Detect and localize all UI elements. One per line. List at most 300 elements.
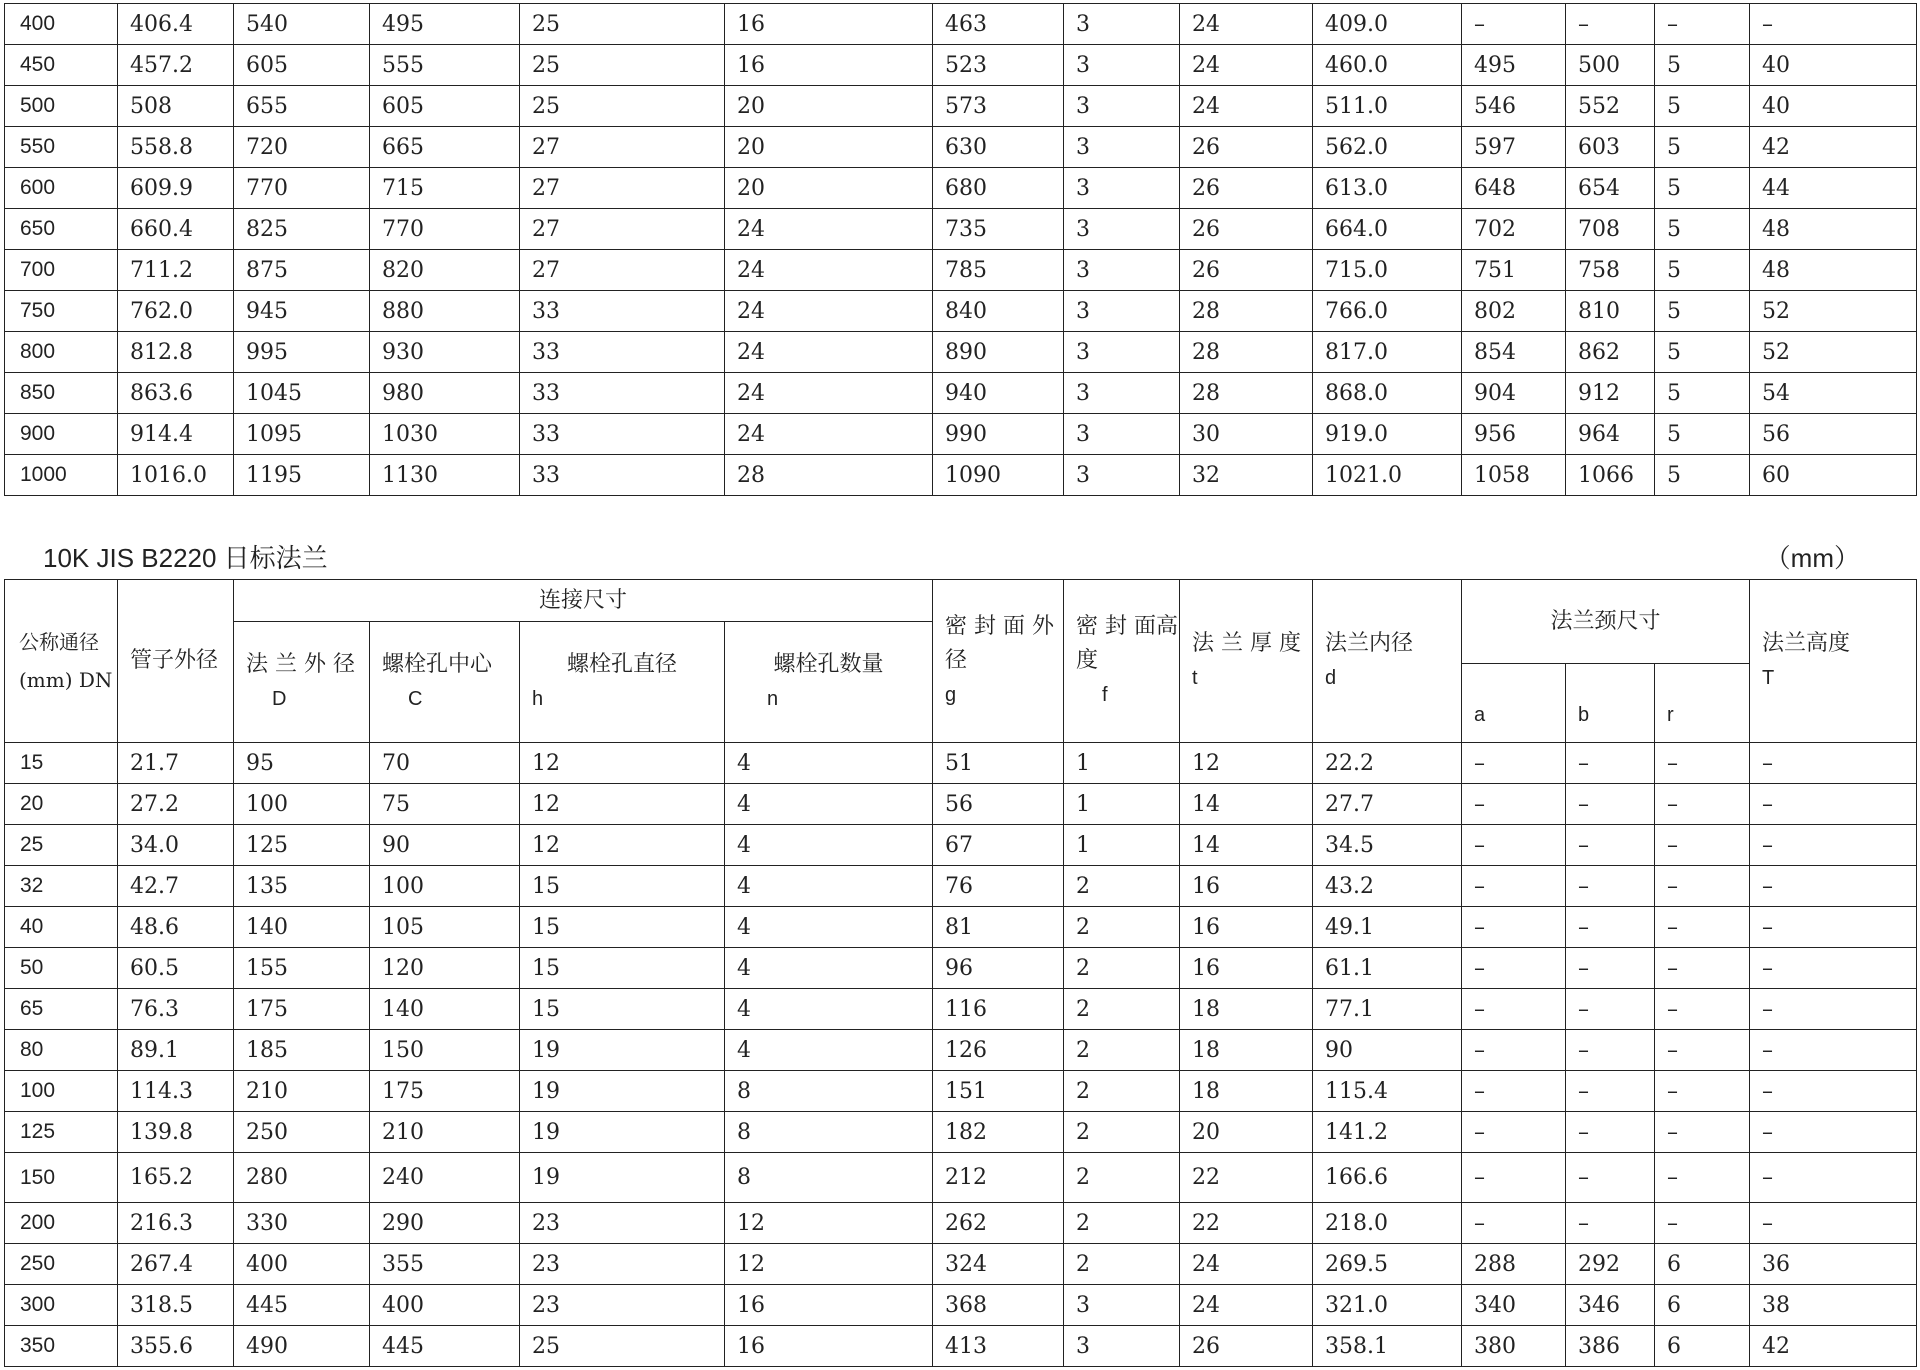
- table-row: [5, 86, 1917, 127]
- table-cell: –: [1462, 948, 1566, 989]
- table-cell: –: [1655, 743, 1750, 784]
- table-cell: 24: [725, 250, 933, 291]
- table-cell: 135: [234, 866, 370, 907]
- table-cell: 12: [725, 1203, 933, 1244]
- table-cell: 8: [725, 1153, 933, 1203]
- header-connection-group: 连接尺寸: [234, 580, 933, 622]
- dn-cell: 20: [5, 784, 118, 825]
- table-cell: 19: [520, 1071, 725, 1112]
- table-cell: 90: [370, 825, 520, 866]
- table-cell: 546: [1462, 86, 1566, 127]
- table-cell: 3: [1064, 250, 1180, 291]
- table-cell: 16: [725, 4, 933, 45]
- table-cell: –: [1655, 4, 1750, 45]
- table-cell: 105: [370, 907, 520, 948]
- dn-cell: 150: [5, 1153, 118, 1203]
- table-cell: 355.6: [118, 1326, 234, 1367]
- table-cell: 114.3: [118, 1071, 234, 1112]
- table-cell: 1090: [933, 455, 1064, 496]
- table-cell: 43.2: [1313, 866, 1462, 907]
- header-label: 螺栓孔直径: [566, 652, 677, 677]
- table-cell: –: [1566, 784, 1655, 825]
- table-cell: 22: [1180, 1203, 1313, 1244]
- table-cell: 18: [1180, 1030, 1313, 1071]
- table-cell: 2: [1064, 1071, 1180, 1112]
- table-cell: 1066: [1566, 455, 1655, 496]
- table-cell: –: [1655, 1203, 1750, 1244]
- table-cell: 912: [1566, 373, 1655, 414]
- table-cell: 166.6: [1313, 1153, 1462, 1203]
- table-cell: –: [1655, 1153, 1750, 1203]
- table-cell: 120: [370, 948, 520, 989]
- table-cell: 463: [933, 4, 1064, 45]
- table-row: [5, 127, 1917, 168]
- table-cell: 16: [1180, 866, 1313, 907]
- table-cell: 3: [1064, 1326, 1180, 1367]
- table-cell: 2: [1064, 1153, 1180, 1203]
- table-cell: 573: [933, 86, 1064, 127]
- dn-cell: 125: [5, 1112, 118, 1153]
- table-cell: 60.5: [118, 948, 234, 989]
- table-row: [5, 4, 1917, 45]
- table-cell: 24: [1180, 86, 1313, 127]
- table-cell: –: [1462, 784, 1566, 825]
- table-cell: 16: [725, 1326, 933, 1367]
- table-cell: 3: [1064, 86, 1180, 127]
- table-cell: 19: [520, 1153, 725, 1203]
- table-cell: 6: [1655, 1244, 1750, 1285]
- table-cell: 262: [933, 1203, 1064, 1244]
- table-cell: 321.0: [1313, 1285, 1462, 1326]
- table-cell: 218.0: [1313, 1203, 1462, 1244]
- table-cell: 766.0: [1313, 291, 1462, 332]
- table-cell: 4: [725, 866, 933, 907]
- table-cell: 12: [520, 743, 725, 784]
- table-cell: 24: [725, 373, 933, 414]
- table-cell: 23: [520, 1244, 725, 1285]
- table-cell: 4: [725, 989, 933, 1030]
- table-cell: 945: [234, 291, 370, 332]
- table-cell: 26: [1180, 1326, 1313, 1367]
- table-cell: 711.2: [118, 250, 234, 291]
- table-cell: –: [1462, 1203, 1566, 1244]
- dn-cell: 750: [5, 291, 118, 332]
- table-cell: 609.9: [118, 168, 234, 209]
- table-cell: –: [1655, 1071, 1750, 1112]
- table-cell: 358.1: [1313, 1326, 1462, 1367]
- table-row: [5, 209, 1917, 250]
- header-symbol: n: [767, 688, 779, 710]
- table-cell: 5: [1655, 209, 1750, 250]
- table-cell: 12: [725, 1244, 933, 1285]
- flange-table-continued: [4, 3, 1917, 496]
- table-cell: 330: [234, 1203, 370, 1244]
- table-cell: 552: [1566, 86, 1655, 127]
- table-cell: 19: [520, 1030, 725, 1071]
- dn-cell: 80: [5, 1030, 118, 1071]
- table-cell: 460.0: [1313, 45, 1462, 86]
- table-cell: 654: [1566, 168, 1655, 209]
- dn-cell: 1000: [5, 455, 118, 496]
- table-cell: 115.4: [1313, 1071, 1462, 1112]
- table-cell: 22.2: [1313, 743, 1462, 784]
- table-cell: 33: [520, 332, 725, 373]
- table-cell: 25: [520, 86, 725, 127]
- table-cell: –: [1566, 1203, 1655, 1244]
- table-cell: 802: [1462, 291, 1566, 332]
- table-cell: 75: [370, 784, 520, 825]
- table-cell: 14: [1180, 784, 1313, 825]
- table-cell: 18: [1180, 1071, 1313, 1112]
- header-symbol: d: [1325, 667, 1337, 689]
- table-cell: 1016.0: [118, 455, 234, 496]
- table-cell: 758: [1566, 250, 1655, 291]
- table-cell: 5: [1655, 332, 1750, 373]
- table-cell: 96: [933, 948, 1064, 989]
- table-cell: –: [1462, 907, 1566, 948]
- table-cell: –: [1655, 825, 1750, 866]
- table-cell: 22: [1180, 1153, 1313, 1203]
- table-cell: 182: [933, 1112, 1064, 1153]
- table-cell: 24: [725, 291, 933, 332]
- table-cell: –: [1462, 1030, 1566, 1071]
- table-row: [5, 989, 1917, 1030]
- table-cell: 216.3: [118, 1203, 234, 1244]
- table-cell: 1: [1064, 825, 1180, 866]
- table-cell: 48: [1750, 209, 1917, 250]
- header-pipe-od: 管子外径: [118, 580, 234, 743]
- table-cell: 445: [370, 1326, 520, 1367]
- table-cell: 511.0: [1313, 86, 1462, 127]
- table-cell: 508: [118, 86, 234, 127]
- table-cell: –: [1462, 1071, 1566, 1112]
- table-cell: 116: [933, 989, 1064, 1030]
- table-cell: –: [1462, 825, 1566, 866]
- table-cell: 288: [1462, 1244, 1566, 1285]
- table-cell: 67: [933, 825, 1064, 866]
- table-cell: 27: [520, 127, 725, 168]
- table-cell: 5: [1655, 127, 1750, 168]
- table-row: [5, 1071, 1917, 1112]
- table-cell: –: [1655, 784, 1750, 825]
- header-symbol: h: [532, 688, 544, 710]
- table-cell: 495: [370, 4, 520, 45]
- header-symbol: r: [1667, 704, 1674, 726]
- table-cell: 613.0: [1313, 168, 1462, 209]
- table-cell: 6: [1655, 1326, 1750, 1367]
- table-cell: 1130: [370, 455, 520, 496]
- header-seal-face-height: [1064, 580, 1180, 743]
- table-cell: 540: [234, 4, 370, 45]
- table-cell: 3: [1064, 168, 1180, 209]
- table-cell: 1: [1064, 784, 1180, 825]
- table-cell: 770: [234, 168, 370, 209]
- table-cell: 368: [933, 1285, 1064, 1326]
- table-cell: 665: [370, 127, 520, 168]
- table-cell: –: [1655, 1112, 1750, 1153]
- table-row: [5, 1112, 1917, 1153]
- table-cell: 56: [933, 784, 1064, 825]
- table-cell: 3: [1064, 455, 1180, 496]
- table-cell: 715: [370, 168, 520, 209]
- table-cell: 630: [933, 127, 1064, 168]
- table-cell: 33: [520, 455, 725, 496]
- table-cell: 24: [1180, 1285, 1313, 1326]
- table-cell: 269.5: [1313, 1244, 1462, 1285]
- table-cell: 2: [1064, 1112, 1180, 1153]
- table-cell: 77.1: [1313, 989, 1462, 1030]
- table-cell: 100: [370, 866, 520, 907]
- header-symbol: C: [408, 688, 423, 710]
- table-cell: –: [1750, 1203, 1917, 1244]
- table-cell: –: [1462, 989, 1566, 1030]
- table-cell: 400: [234, 1244, 370, 1285]
- header-flange-height: [1750, 580, 1917, 743]
- table-cell: 445: [234, 1285, 370, 1326]
- table-cell: 20: [725, 86, 933, 127]
- table-cell: 355: [370, 1244, 520, 1285]
- table-cell: 490: [234, 1326, 370, 1367]
- table-cell: 27.2: [118, 784, 234, 825]
- table-cell: 27: [520, 168, 725, 209]
- table-cell: 2: [1064, 907, 1180, 948]
- table-cell: 555: [370, 45, 520, 86]
- table-row: [5, 743, 1917, 784]
- header-neck-group: 法兰颈尺寸: [1462, 580, 1750, 664]
- header-bolt-center: [370, 622, 520, 743]
- table-cell: 23: [520, 1285, 725, 1326]
- table-row: [5, 332, 1917, 373]
- table-cell: 90: [1313, 1030, 1462, 1071]
- table-cell: 60: [1750, 455, 1917, 496]
- table-cell: 2: [1064, 1203, 1180, 1244]
- table-cell: 1095: [234, 414, 370, 455]
- header-seal-face-od: [933, 580, 1064, 743]
- dn-cell: 300: [5, 1285, 118, 1326]
- table-cell: 49.1: [1313, 907, 1462, 948]
- table-cell: 702: [1462, 209, 1566, 250]
- table-cell: 56: [1750, 414, 1917, 455]
- table-cell: 495: [1462, 45, 1566, 86]
- table-cell: –: [1462, 1112, 1566, 1153]
- table-cell: 875: [234, 250, 370, 291]
- table-row: [5, 168, 1917, 209]
- table-cell: 318.5: [118, 1285, 234, 1326]
- header-label: 螺栓孔中心: [382, 652, 493, 677]
- dn-cell: 850: [5, 373, 118, 414]
- table-cell: 25: [520, 4, 725, 45]
- table-cell: 868.0: [1313, 373, 1462, 414]
- table-cell: –: [1655, 866, 1750, 907]
- dn-cell: 900: [5, 414, 118, 455]
- header-symbol: D: [272, 688, 287, 710]
- table-cell: –: [1655, 907, 1750, 948]
- table-cell: 140: [234, 907, 370, 948]
- header-bolt-hole-count: [725, 622, 933, 743]
- table-cell: 28: [1180, 291, 1313, 332]
- table-cell: 33: [520, 291, 725, 332]
- table-cell: –: [1462, 1153, 1566, 1203]
- table-cell: 5: [1655, 291, 1750, 332]
- table-row: [5, 1244, 1917, 1285]
- table-cell: 980: [370, 373, 520, 414]
- table-cell: 6: [1655, 1285, 1750, 1326]
- header-nominal-diameter: 公称通径(mm) DN: [5, 580, 118, 743]
- table-cell: 33: [520, 414, 725, 455]
- table-cell: 2: [1064, 1030, 1180, 1071]
- table-cell: 500: [1566, 45, 1655, 86]
- table-cell: 38: [1750, 1285, 1917, 1326]
- table-cell: –: [1750, 743, 1917, 784]
- table-cell: 3: [1064, 291, 1180, 332]
- table-cell: –: [1750, 1153, 1917, 1203]
- header-label: 法兰内径: [1325, 631, 1414, 656]
- table-row: [5, 373, 1917, 414]
- table-cell: 3: [1064, 45, 1180, 86]
- table-cell: –: [1750, 866, 1917, 907]
- table-row: [5, 784, 1917, 825]
- table-cell: 36: [1750, 1244, 1917, 1285]
- header-symbol: T: [1762, 667, 1775, 689]
- table-cell: 28: [1180, 373, 1313, 414]
- table-cell: 16: [725, 45, 933, 86]
- table-cell: 324: [933, 1244, 1064, 1285]
- table-cell: 34.0: [118, 825, 234, 866]
- table-cell: 2: [1064, 1244, 1180, 1285]
- table-cell: 785: [933, 250, 1064, 291]
- header-symbol: t: [1192, 667, 1198, 689]
- table-cell: 81: [933, 907, 1064, 948]
- table-cell: 40: [1750, 86, 1917, 127]
- header-symbol: a: [1474, 704, 1486, 726]
- dn-cell: 800: [5, 332, 118, 373]
- table-cell: –: [1566, 1153, 1655, 1203]
- table-cell: 3: [1064, 1285, 1180, 1326]
- table-cell: 24: [725, 332, 933, 373]
- table-cell: 292: [1566, 1244, 1655, 1285]
- table-cell: 919.0: [1313, 414, 1462, 455]
- table-cell: 840: [933, 291, 1064, 332]
- table-body: [5, 4, 1917, 496]
- table-cell: 2: [1064, 989, 1180, 1030]
- table-cell: 5: [1655, 168, 1750, 209]
- header-label: 法兰高度: [1762, 631, 1851, 656]
- dn-cell: 100: [5, 1071, 118, 1112]
- table-cell: 346: [1566, 1285, 1655, 1326]
- table-cell: 770: [370, 209, 520, 250]
- table-cell: 61.1: [1313, 948, 1462, 989]
- dn-cell: 200: [5, 1203, 118, 1244]
- table-cell: 33: [520, 373, 725, 414]
- table-cell: 4: [725, 825, 933, 866]
- table-cell: 3: [1064, 4, 1180, 45]
- table-cell: 8: [725, 1112, 933, 1153]
- table-cell: 956: [1462, 414, 1566, 455]
- table-cell: 3: [1064, 373, 1180, 414]
- table-row: [5, 414, 1917, 455]
- table-cell: 940: [933, 373, 1064, 414]
- table-cell: 15: [520, 989, 725, 1030]
- table-cell: –: [1750, 825, 1917, 866]
- table-cell: 15: [520, 907, 725, 948]
- table-cell: 4: [725, 1030, 933, 1071]
- table-row: [5, 1285, 1917, 1326]
- table-cell: 48.6: [118, 907, 234, 948]
- table-cell: 751: [1462, 250, 1566, 291]
- table-cell: 24: [725, 414, 933, 455]
- header-symbol: g: [945, 684, 957, 706]
- table-cell: 406.4: [118, 4, 234, 45]
- table-cell: 386: [1566, 1326, 1655, 1367]
- table-cell: 562.0: [1313, 127, 1462, 168]
- table-row: [5, 948, 1917, 989]
- table-row: [5, 1326, 1917, 1367]
- table-body: [5, 743, 1917, 1367]
- table-cell: 42.7: [118, 866, 234, 907]
- table-cell: 27: [520, 209, 725, 250]
- table-cell: 1195: [234, 455, 370, 496]
- table-cell: 3: [1064, 209, 1180, 250]
- table-cell: 26: [1180, 127, 1313, 168]
- table-cell: 1: [1064, 743, 1180, 784]
- table-cell: 150: [370, 1030, 520, 1071]
- table-cell: 32: [1180, 455, 1313, 496]
- dn-cell: 650: [5, 209, 118, 250]
- table-cell: –: [1750, 948, 1917, 989]
- table-cell: 290: [370, 1203, 520, 1244]
- table-cell: 15: [520, 866, 725, 907]
- table-cell: 23: [520, 1203, 725, 1244]
- table-cell: 210: [234, 1071, 370, 1112]
- table-cell: 820: [370, 250, 520, 291]
- table-cell: 20: [725, 168, 933, 209]
- table-cell: 250: [234, 1112, 370, 1153]
- table-cell: –: [1655, 948, 1750, 989]
- table-cell: 52: [1750, 332, 1917, 373]
- table-cell: –: [1566, 825, 1655, 866]
- header-label: 密 封 面 外径: [945, 614, 1054, 673]
- table-cell: 1045: [234, 373, 370, 414]
- table-cell: 240: [370, 1153, 520, 1203]
- table-cell: 27: [520, 250, 725, 291]
- table-cell: 605: [370, 86, 520, 127]
- table-cell: –: [1750, 4, 1917, 45]
- table-cell: 680: [933, 168, 1064, 209]
- table-cell: 523: [933, 45, 1064, 86]
- table-cell: 51: [933, 743, 1064, 784]
- table-cell: 30: [1180, 414, 1313, 455]
- table-cell: 708: [1566, 209, 1655, 250]
- table-cell: 597: [1462, 127, 1566, 168]
- table-cell: 995: [234, 332, 370, 373]
- table-cell: 48: [1750, 250, 1917, 291]
- dn-cell: 40: [5, 907, 118, 948]
- table-cell: 12: [520, 825, 725, 866]
- table-cell: 151: [933, 1071, 1064, 1112]
- table-cell: 380: [1462, 1326, 1566, 1367]
- table-cell: –: [1566, 866, 1655, 907]
- table-cell: 4: [725, 743, 933, 784]
- table-cell: 70: [370, 743, 520, 784]
- table-cell: 21.7: [118, 743, 234, 784]
- dn-cell: 600: [5, 168, 118, 209]
- table-cell: 16: [1180, 907, 1313, 948]
- unit-label: （mm）: [1764, 543, 1860, 573]
- table-cell: 40: [1750, 45, 1917, 86]
- table-cell: 24: [1180, 1244, 1313, 1285]
- header-label: 法 兰 厚 度: [1192, 631, 1301, 656]
- header-label: 密 封 面高度: [1076, 614, 1179, 673]
